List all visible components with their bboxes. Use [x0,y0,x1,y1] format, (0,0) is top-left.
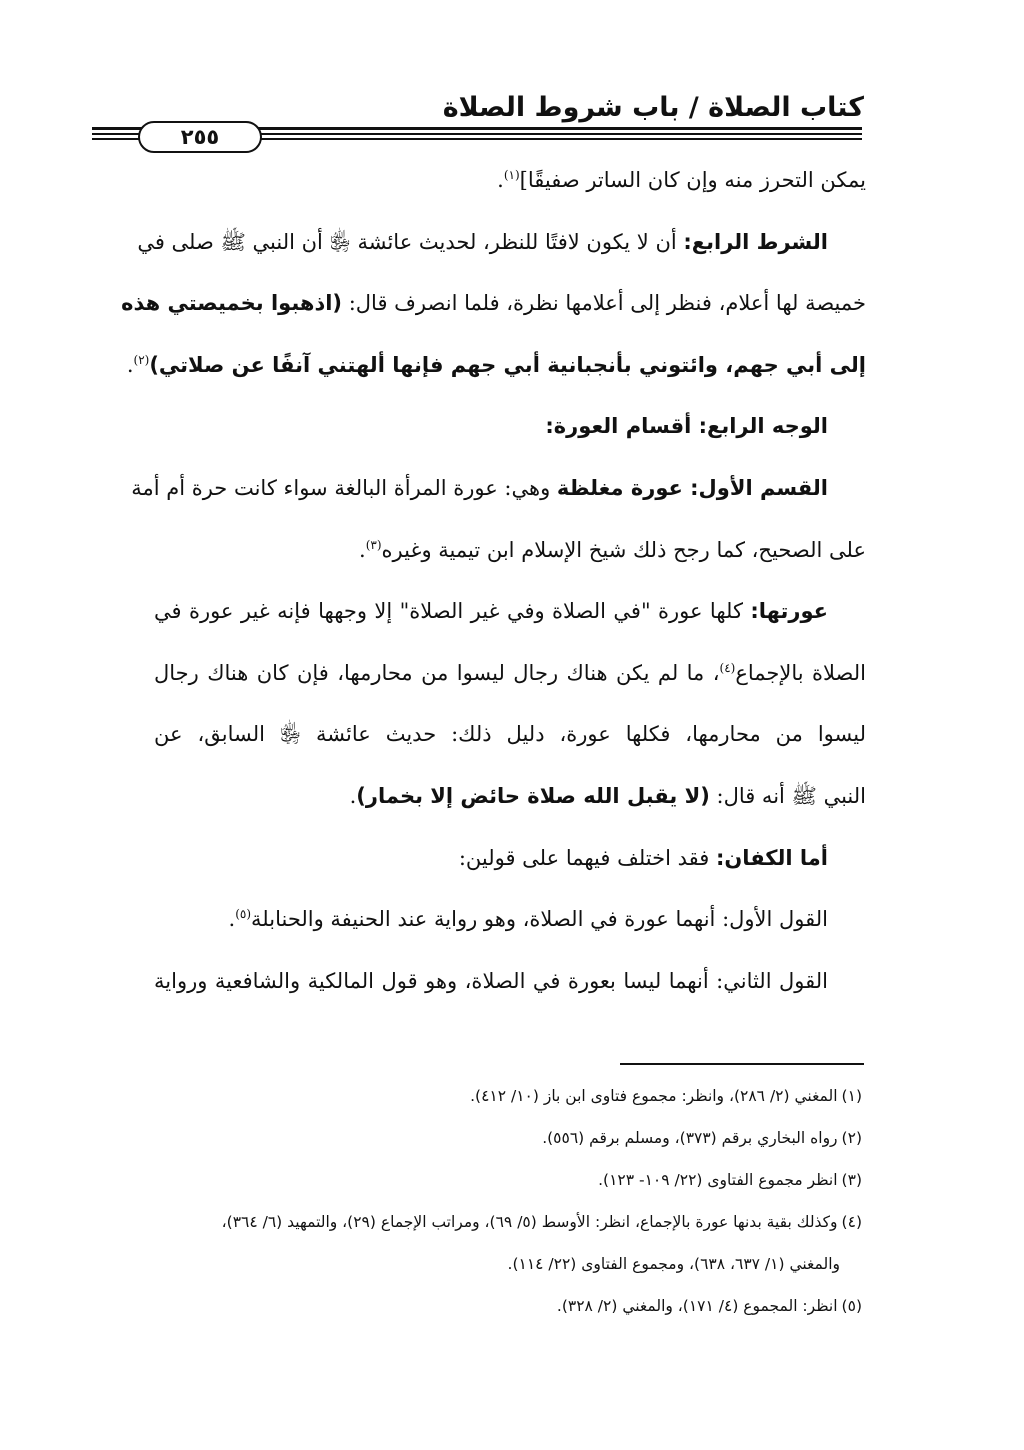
running-header-title: كتاب الصلاة / باب شروط الصلاة [442,92,864,123]
main-text [121,150,866,1012]
text-line-9: الصلاة بالإجماع$^{(٤)}$، ما لم يكن هناك رجال ليسوا من محارمها، فإن كان هناك رجال [154,660,866,685]
text-line-10: ليسوا من محارمها، فكلها عورة، دليل ذلك: حديث عائشة ﵂ السابق، عن [154,722,866,747]
text-line-13: القول الأول: أنهما عورة في الصلاة، وهو رواية عند الحنيفة والحنابلة$^{(٥)}$. [228,907,828,932]
footnotes [150,1075,862,1327]
page-number: ٢٥٥ [138,121,262,153]
section-heading: الوجه الرابع: أقسام العورة: [545,414,828,439]
text-line-7: على الصحيح، كما رجح ذلك شيخ الإسلام ابن تيمية وغيره$^{(٣)}$. [359,537,866,562]
text-line-14: القول الثاني: أنهما ليسا بعورة في الصلاة، وهو قول المالكية والشافعية ورواية [154,968,828,993]
text-line-8: عورتها: كلها عورة "في الصلاة وفي غير الصلاة" إلا وجهها فإنه غير عورة في [154,599,828,624]
text-line-4: إلى أبي جهم، وائتوني بأنجبانية أبي جهم فإنها ألهتني آنفًا عن صلاتي)$^{(٢)}$. [126,352,866,377]
footnote-separator [620,1063,864,1065]
text-line-6: القسم الأول: عورة مغلظة وهي: عورة المرأة البالغة سواء كانت حرة أم أمة [131,475,828,500]
text-line-11: النبي ﷺ أنه قال: (لا يقبل الله صلاة حائض إلا بخمار). [349,783,866,808]
text-line-2: الشرط الرابع: أن لا يكون لافتًا للنظر، لحديث عائشة ﵂ أن النبي ﷺ صلى في [137,229,828,254]
footnote-5: (٥)انظر: المجموع (٤/ ١٧١)، والمغني (٢/ ٣٢٨). [556,1297,862,1315]
text-line-3: خميصة لها أعلام، فنظر إلى أعلامها نظرة، فلما انصرف قال: (اذهبوا بخميصتي هذه [121,291,866,316]
footnote-4: (٤)وكذلك بقية بدنها عورة بالإجماع، انظر: الأوسط (٥/ ٦٩)، ومراتب الإجماع (٢٩)، والتمهيد (٦/ ٣٦٤)، [221,1213,862,1231]
footnote-2: (٢)رواه البخاري برقم (٣٧٣)، ومسلم برقم (٥٥٦). [542,1129,862,1147]
footnote-1: (١)المغني (٢/ ٢٨٦)، وانظر: مجموع فتاوى ابن باز (١٠/ ٤١٢). [470,1087,862,1105]
footnote-3: (٣)انظر مجموع الفتاوى (٢٢/ ١٠٩- ١٢٣). [598,1171,862,1189]
text-line-12: أما الكفان: فقد اختلف فيهما على قولين: [458,845,828,870]
text-line-1: يمكن التحرز منه وإن كان الساتر صفيقًا]$^{(١)}$. [497,168,866,192]
header-rule [92,121,862,151]
footnote-4-continued: والمغني (١/ ٦٣٧، ٦٣٨)، ومجموع الفتاوى (٢٢/ ١١٤). [507,1255,840,1273]
